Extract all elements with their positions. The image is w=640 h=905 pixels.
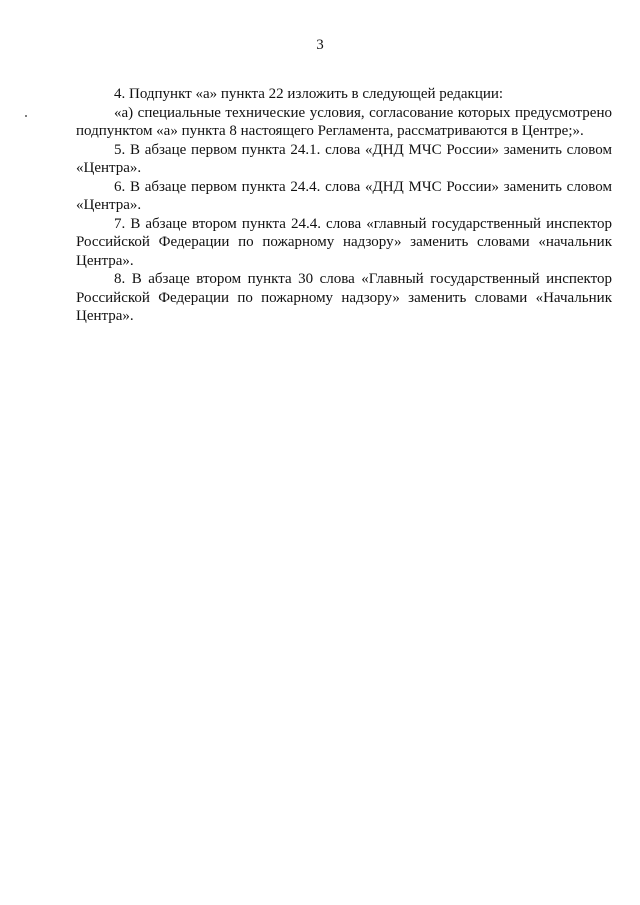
paragraph-quoted-subitem-a: «а) специальные технические условия, согласование которых предусмотрено подпунктом «а» пункта 8 настоящего Регламента, рассматриваются в Центре;». [76,104,612,139]
margin-mark [25,115,27,117]
paragraph-item-8: 8. В абзаце втором пункта 30 слова «Главный государственный инспектор Российской Федерации по пожарному надзору» заменить словами «Начальник Центра». [76,271,612,324]
paragraph-item-7: 7. В абзаце втором пункта 24.4. слова «главный государственный инспектор Российской Федерации по пожарному надзору» заменить словами «начальник Центра». [76,215,612,269]
page-number: 3 [316,37,324,53]
paragraph-item-4: 4. Подпункт «а» пункта 22 изложить в следующей редакции: [114,86,504,102]
paragraph-item-6: 6. В абзаце первом пункта 24.4. слова «ДНД МЧС России» заменить словом «Центра». [76,178,612,213]
paragraph-item-5: 5. В абзаце первом пункта 24.1. слова «ДНД МЧС России» заменить словом «Центра». [76,141,612,176]
document-body [76,85,612,326]
